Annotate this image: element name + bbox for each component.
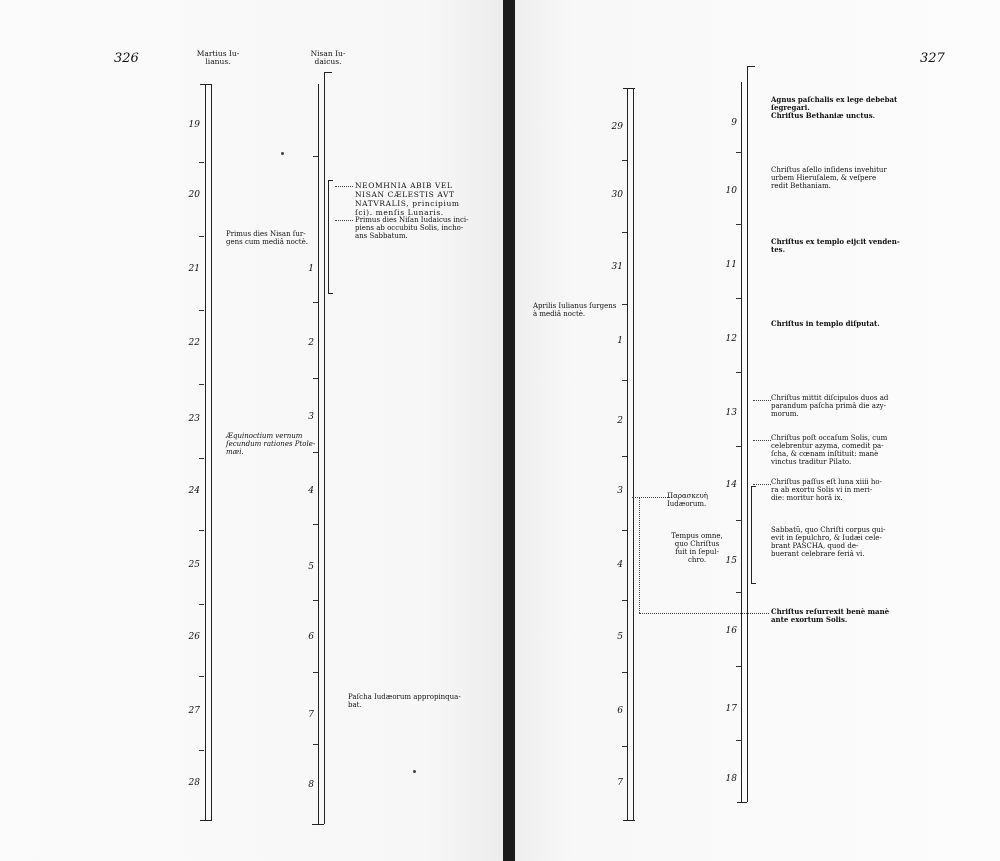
tick <box>622 232 627 233</box>
note-aprilis: Aprilis Iulianus ſurgens à mediâ noctè. <box>533 302 617 318</box>
tick <box>736 666 741 667</box>
nisan-day: 14 <box>725 480 737 490</box>
tick <box>736 298 741 299</box>
book-gutter <box>503 0 515 861</box>
leader-line-vertical <box>639 497 640 613</box>
nisan-day: 15 <box>725 556 737 566</box>
note-passus: Chriſtus paſſus eſt luna xiiii ho- ra ab exortu Solis vi in meri- die: moritur horâ ix. <box>771 478 882 502</box>
nisan-day: 9 <box>731 118 737 128</box>
march-day: 23 <box>188 414 200 424</box>
tick <box>199 750 204 751</box>
nisan-column-bottom <box>312 824 324 825</box>
passion-bracket <box>751 486 756 584</box>
april-day: 31 <box>611 262 623 272</box>
nisan-day: 7 <box>308 710 314 720</box>
note-aequinoctium: Æquinoctium vernum ſecundum rationes Ptole- mæi. <box>226 432 316 456</box>
tick <box>199 604 204 605</box>
leader-line <box>632 497 672 498</box>
march-column-rule-left <box>205 84 206 820</box>
tick <box>313 378 318 379</box>
tick <box>736 372 741 373</box>
note-post-occasum: Chriſtus poſt occaſum Solis, cum celebrentur azyma, comedit pa- ſcha, & cœnam inſtituit: manè vinctus traditur Pilato. <box>771 434 888 466</box>
march-day: 21 <box>188 264 200 274</box>
nisan-column-rule-left <box>318 84 319 824</box>
nisan-day: 5 <box>308 562 314 572</box>
note-templo-eijcit: Chriſtus ex templo eijcit venden- tes. <box>771 237 900 254</box>
nisan-column-rule-right <box>324 72 325 824</box>
tick <box>199 676 204 677</box>
tick <box>199 384 204 385</box>
tick <box>736 520 741 521</box>
ink-speck <box>281 152 284 155</box>
nisan-day: 3 <box>308 412 314 422</box>
nisan-day: 17 <box>725 704 737 714</box>
note-sabbatum: Sabbatũ, quo Chriſti corpus qui- evit in ſepulchro, & Iudæi cele- brant PASCHA, quod de- buerant celebrare feriâ vi. <box>771 526 886 558</box>
nisan-column-bottom <box>737 802 747 803</box>
leader-line <box>753 440 771 441</box>
tick <box>313 744 318 745</box>
tick <box>199 530 204 531</box>
note-neomhnia: NEOMHNIA ABIB VEL NISAN CÆLESTIS AVT NATVRALIS, principium ſci). menſis Lunaris. <box>355 181 460 217</box>
tick <box>622 530 627 531</box>
nisan-column-top <box>324 72 332 73</box>
nisan-day: 4 <box>308 486 314 496</box>
nisan-column-rule-left <box>741 82 742 802</box>
march-day: 22 <box>188 338 200 348</box>
april-column-rule-left <box>627 88 628 820</box>
april-day: 29 <box>611 122 623 132</box>
tick <box>199 458 204 459</box>
tick <box>736 740 741 741</box>
april-day: 30 <box>611 190 623 200</box>
march-column-bottom <box>200 820 212 821</box>
april-day: 2 <box>617 416 623 426</box>
april-day: 1 <box>617 336 623 346</box>
nisan-day: 2 <box>308 338 314 348</box>
note-mittit: Chriſtus mittit diſcipulos duos ad parandum paſcha primâ die azy- morum. <box>771 394 889 418</box>
tick <box>313 600 318 601</box>
april-column-top <box>623 88 635 89</box>
page-number: 326 <box>114 51 139 66</box>
march-day: 20 <box>188 190 200 200</box>
column-heading-martius: Martius Iu- lianus. <box>196 49 240 66</box>
nisan-day: 13 <box>725 408 737 418</box>
tick <box>736 224 741 225</box>
leader-line <box>335 186 353 187</box>
april-day: 5 <box>617 632 623 642</box>
note-primus-dies-nisan: Primus dies Nisan ſur- gens cum mediâ noctè. <box>226 230 308 246</box>
nisan-day: 16 <box>725 626 737 636</box>
tick <box>736 446 741 447</box>
april-day: 7 <box>617 778 623 788</box>
leader-line <box>753 400 771 401</box>
nisan-day: 8 <box>308 780 314 790</box>
tick <box>736 152 741 153</box>
neomhnia-bracket <box>328 180 333 294</box>
nisan-day: 10 <box>725 186 737 196</box>
leader-line <box>639 613 769 614</box>
april-day: 4 <box>617 560 623 570</box>
april-day: 6 <box>617 706 623 716</box>
nisan-day: 12 <box>725 334 737 344</box>
nisan-day: 1 <box>308 264 314 274</box>
right-page <box>515 0 1000 861</box>
tick <box>622 746 627 747</box>
tick <box>622 380 627 381</box>
april-column-rule-right <box>633 88 634 820</box>
note-primus-dies-iudaicus: Primus dies Niſan Iudaicus inci- piens ab occubitu Solis, incho- ans Sabbatum. <box>355 216 469 240</box>
tick <box>313 302 318 303</box>
nisan-column-top <box>747 66 755 67</box>
column-heading-nisan: Nisan Iu- daicus. <box>310 49 346 66</box>
tick <box>622 600 627 601</box>
ink-speck <box>413 770 416 773</box>
tick <box>736 592 741 593</box>
leader-line <box>753 484 771 485</box>
leader-line <box>335 220 353 221</box>
tick <box>199 162 204 163</box>
nisan-day: 18 <box>725 774 737 784</box>
nisan-column-rule-right <box>747 66 748 802</box>
nisan-day: 11 <box>725 260 737 270</box>
march-day: 24 <box>188 486 200 496</box>
note-asello: Chriſtus aſello inſidens invehitur urbem Hieruſalem, & veſpere redit Bethaniam. <box>771 166 887 190</box>
tick <box>313 672 318 673</box>
note-resurrexit: Chriſtus reſurrexit benè manè ante exortum Solis. <box>771 607 890 624</box>
note-tempus-omne: Tempus omne, quo Chriſtus fuit in ſepul- chro. <box>671 532 723 564</box>
note-templo-disputat: Chriſtus in templo diſputat. <box>771 319 880 328</box>
march-day: 27 <box>188 706 200 716</box>
page-number: 327 <box>920 51 945 66</box>
march-day: 26 <box>188 632 200 642</box>
tick <box>622 160 627 161</box>
april-day: 3 <box>617 486 623 496</box>
tick <box>313 156 318 157</box>
note-agnus-paschalis: Agnus paſchalis ex lege debebat ſegregari. Chriſtus Bethaniæ unctus. <box>771 95 898 120</box>
tick <box>622 456 627 457</box>
tick <box>199 236 204 237</box>
april-column-bottom <box>623 820 635 821</box>
march-day: 25 <box>188 560 200 570</box>
march-day: 28 <box>188 778 200 788</box>
tick <box>313 524 318 525</box>
march-column-top <box>200 84 212 85</box>
march-column-rule-right <box>211 84 212 820</box>
march-day: 19 <box>188 120 200 130</box>
note-pascha: Paſcha Iudæorum appropinqua- bat. <box>348 693 461 709</box>
note-paraskeve: Παρασκευὴ Iudæorum. <box>667 492 708 508</box>
tick <box>199 310 204 311</box>
nisan-day: 6 <box>308 632 314 642</box>
tick <box>622 672 627 673</box>
